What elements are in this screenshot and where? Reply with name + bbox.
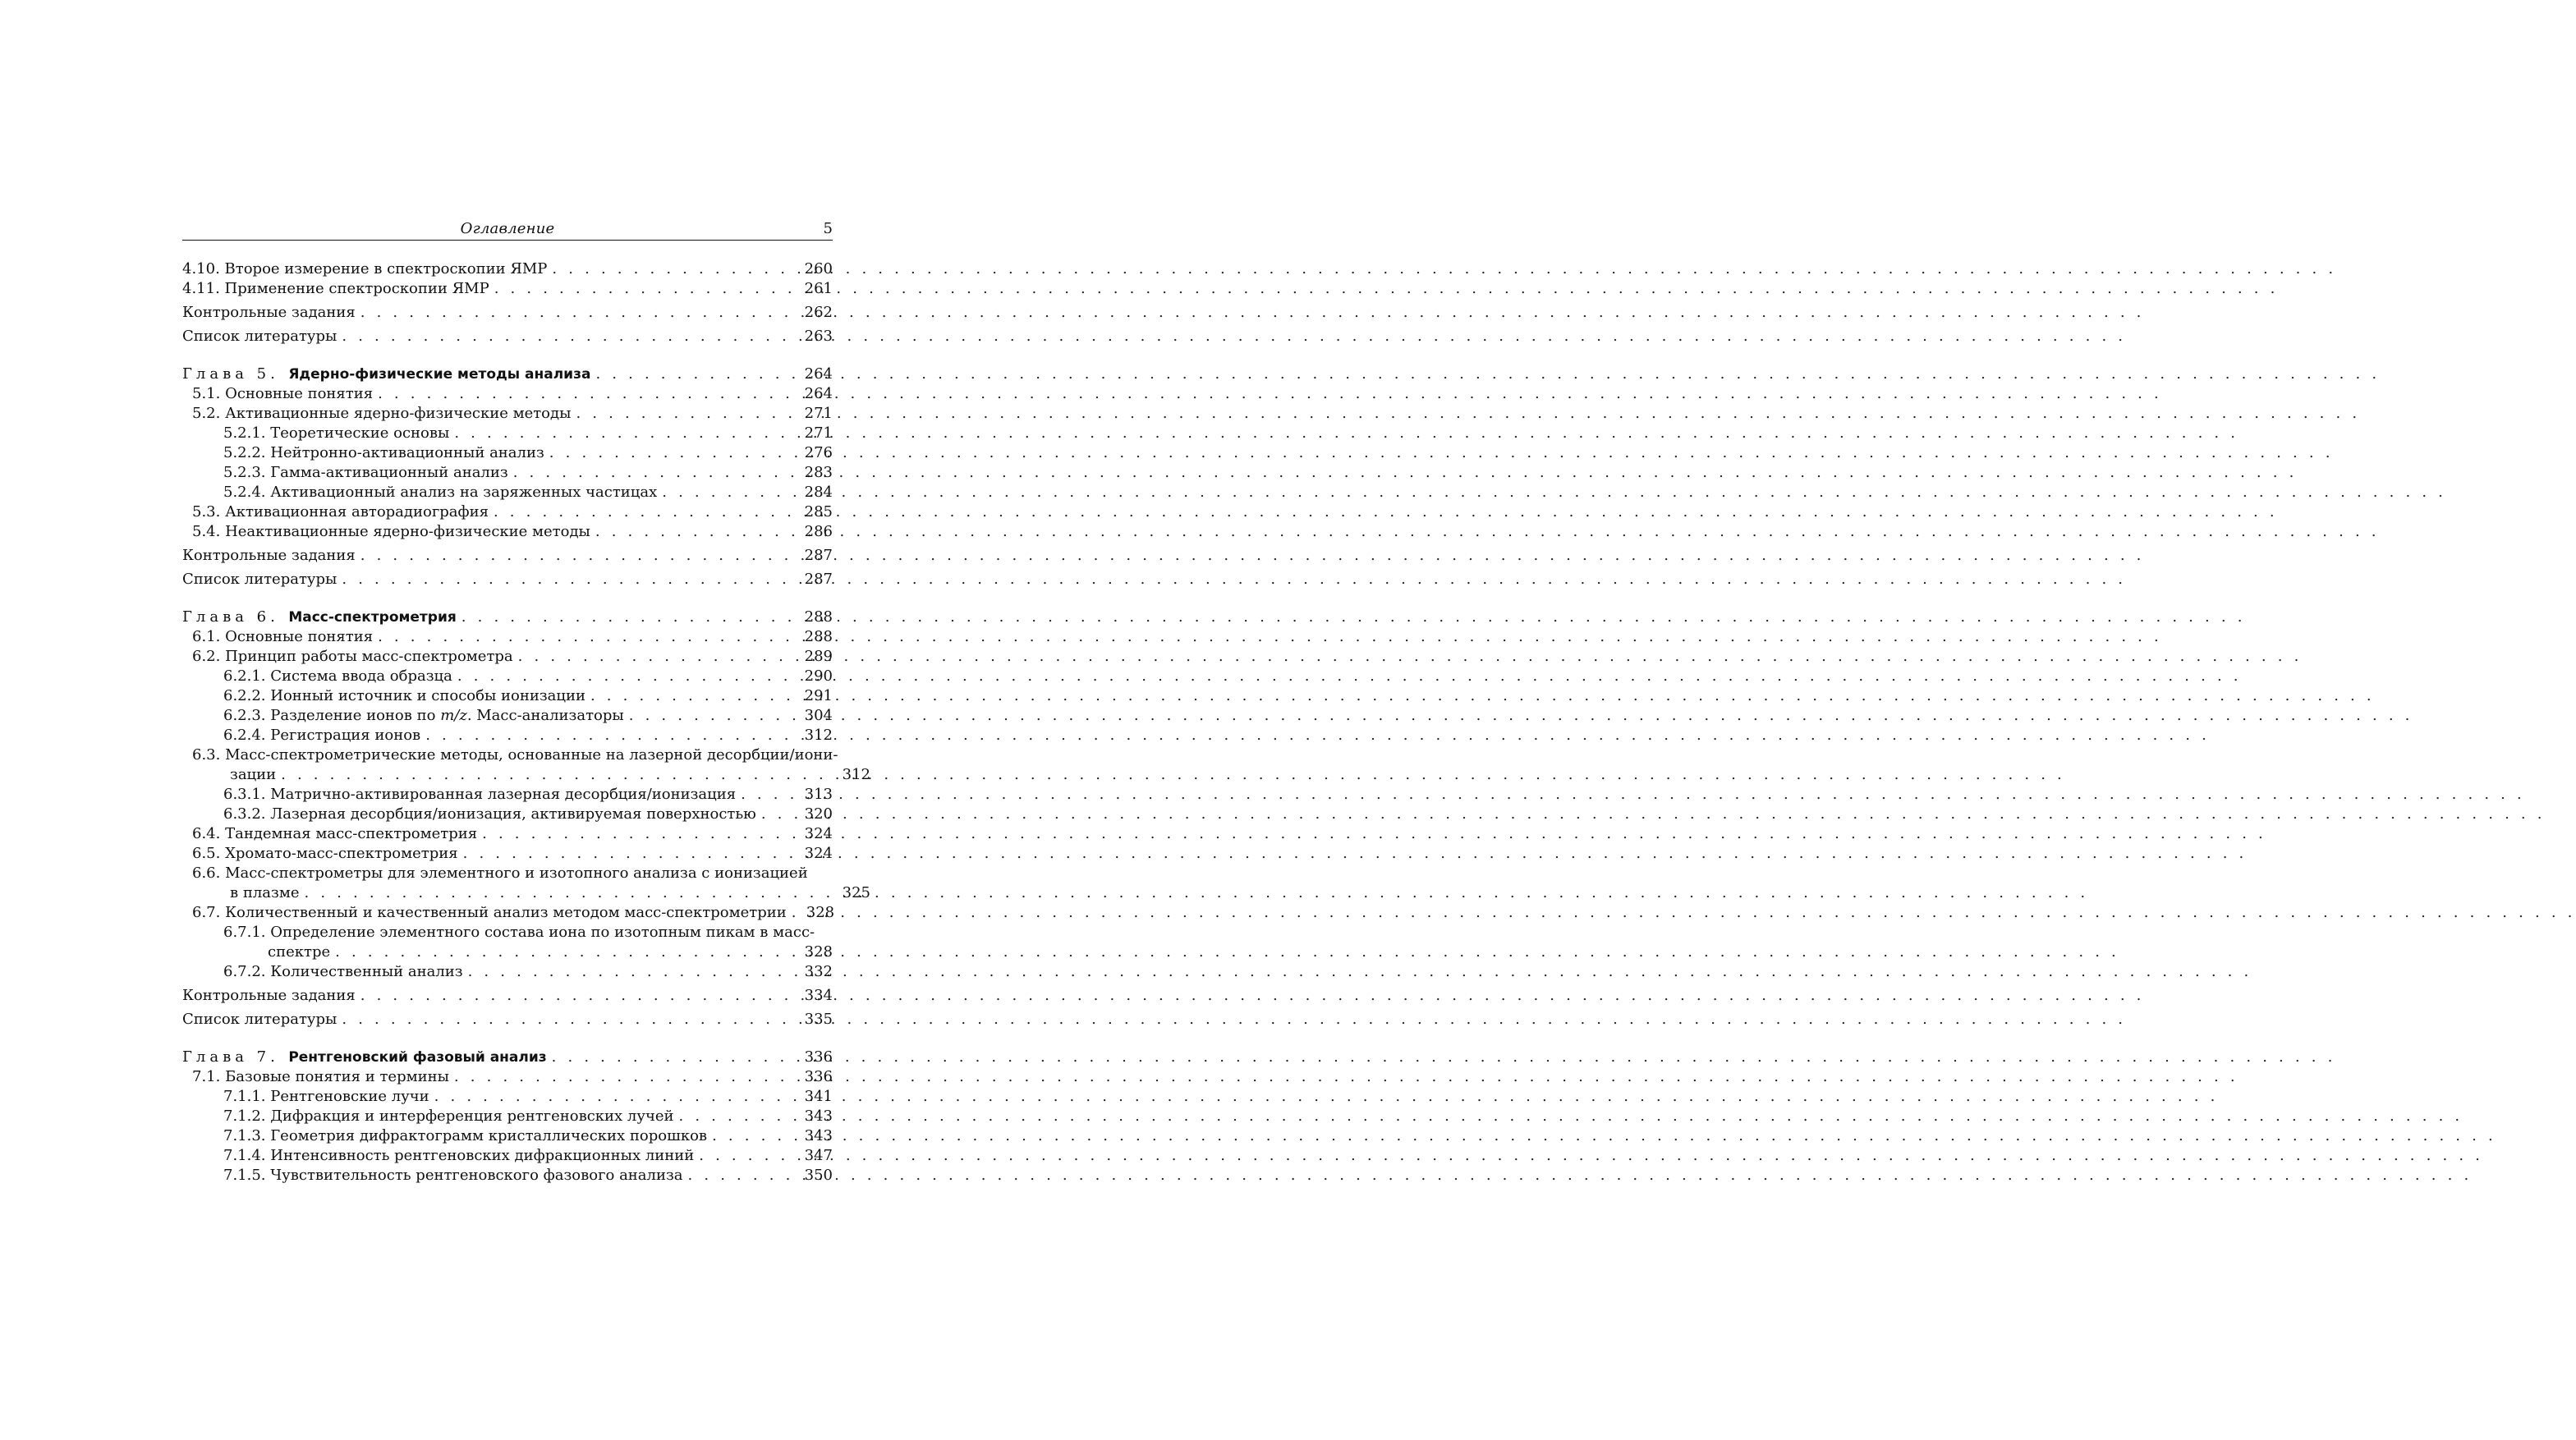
entry-page: 276 <box>804 444 833 461</box>
entry-number: 5.2.2. <box>223 444 271 461</box>
entry-page: 304 <box>804 707 833 724</box>
entry-page: 271 <box>804 405 833 422</box>
entry-page: 312 <box>842 766 870 783</box>
mz-symbol: m/z <box>440 707 467 724</box>
toc-entry-refs-ch6[interactable] <box>182 1010 833 1030</box>
chapter-page: 336 <box>804 1048 833 1066</box>
toc-entry-refs-ch4[interactable] <box>182 327 833 346</box>
chapter-title: Масс-спектрометрия <box>288 609 457 626</box>
leader-dots <box>342 327 799 346</box>
entry-title: Список литературы <box>182 328 337 345</box>
entry-title: Ионный источник и способы ионизации <box>270 687 585 704</box>
entry-page: 261 <box>804 280 833 297</box>
toc-entry-6-2-3[interactable] <box>182 706 833 726</box>
toc-entry-6-5[interactable] <box>182 844 833 864</box>
leader-dots <box>494 279 800 299</box>
entry-page: 347 <box>804 1147 833 1164</box>
leader-dots <box>576 404 799 424</box>
chapter-title: Ядерно-физические методы анализа <box>288 366 591 383</box>
entry-number: 7.1.5. <box>223 1167 271 1184</box>
leader-dots <box>494 502 800 522</box>
entry-title-line1: Масс-спектрометрические методы, основанные на лазерной десорбции/иони- <box>225 746 838 764</box>
leader-dots <box>342 570 799 589</box>
entry-number: 6.7.2. <box>223 963 271 980</box>
entry-title: Базовые понятия и термины <box>225 1068 449 1085</box>
leader-dots <box>342 1010 799 1030</box>
toc-entry-6-2-2[interactable] <box>182 686 833 706</box>
entry-number: 6.3.1. <box>223 786 271 803</box>
entry-page: 262 <box>804 304 833 321</box>
toc-entry-6-3-2[interactable] <box>182 805 833 824</box>
entry-number: 7.1.3. <box>223 1127 271 1144</box>
entry-number: 7.1. <box>192 1068 226 1085</box>
entry-number: 6.1. <box>192 628 226 645</box>
toc-entry-5-2-3[interactable] <box>182 463 833 483</box>
leader-dots <box>699 1146 799 1166</box>
entry-title: Матрично-активированная лазерная десорбция/ионизация <box>270 786 737 803</box>
entry-title: Регистрация ионов <box>270 727 421 744</box>
entry-number: 6.3. <box>192 746 226 764</box>
entry-page: 286 <box>804 523 833 540</box>
entry-page: 263 <box>804 328 833 345</box>
entry-page: 332 <box>804 963 833 980</box>
entry-page: 343 <box>804 1127 833 1144</box>
toc-entry-6-7-1[interactable] <box>182 923 833 962</box>
entry-title: Основные понятия <box>225 628 374 645</box>
toc-entry-5-1[interactable] <box>182 384 833 404</box>
toc-entry-7-1-3[interactable] <box>182 1126 833 1146</box>
leader-dots <box>434 1087 800 1107</box>
leader-dots <box>552 259 799 279</box>
entry-number: 5.4. <box>192 523 226 540</box>
entry-number: 6.5. <box>192 845 226 862</box>
toc-entry-7-1-1[interactable] <box>182 1087 833 1107</box>
entry-title: Принцип работы масс-спектрометра <box>225 648 513 665</box>
entry-page: 283 <box>804 464 833 481</box>
leader-dots <box>518 647 800 667</box>
entry-title: Количественный анализ <box>270 963 463 980</box>
entry-title: Чувствительность рентгеновского фазового анализа <box>270 1167 683 1184</box>
toc-entry-5-3[interactable] <box>182 502 833 522</box>
toc-entry-6-6[interactable] <box>182 864 870 903</box>
toc-chapter-5[interactable] <box>182 365 833 384</box>
entry-title: Активационный анализ на заряженных частицах <box>270 484 658 501</box>
entry-title: Активационная авторадиография <box>225 503 489 521</box>
entry-page: 341 <box>804 1088 833 1105</box>
header-title: Оглавление <box>460 220 555 237</box>
leader-dots <box>454 424 799 443</box>
entry-page: 343 <box>804 1108 833 1125</box>
toc-entry-control-ch6[interactable] <box>182 986 833 1006</box>
entry-title: Количественный и качественный анализ методом масс-спектрометрии <box>225 904 787 921</box>
toc-entry-7-1-4[interactable] <box>182 1146 833 1166</box>
entry-number: 6.2. <box>192 648 226 665</box>
leader-dots <box>792 903 801 923</box>
entry-number: 6.7.1. <box>223 924 271 941</box>
leader-dots <box>425 726 799 745</box>
entry-page: 312 <box>804 727 833 744</box>
entry-title-line1: Определение элементного состава иона по изотопным пикам в масс- <box>270 924 815 941</box>
entry-number: 7.1.2. <box>223 1108 271 1125</box>
toc-entry-5-4[interactable] <box>182 522 833 542</box>
leader-dots <box>482 824 800 844</box>
leader-dots <box>662 483 799 502</box>
leader-dots <box>590 686 800 706</box>
table-of-contents <box>182 259 870 1185</box>
toc-entry-6-4[interactable] <box>182 824 833 844</box>
entry-title: Рентгеновские лучи <box>270 1088 429 1105</box>
entry-page: 328 <box>804 943 833 961</box>
entry-page: 335 <box>804 1011 833 1028</box>
entry-page: 324 <box>804 845 833 862</box>
entry-title: Хромато-масс-спектрометрия <box>225 845 458 862</box>
entry-title: Лазерная десорбция/ионизация, активируемая поверхностью <box>270 805 756 823</box>
leader-dots <box>679 1107 800 1126</box>
entry-page: 288 <box>804 628 833 645</box>
entry-page: 287 <box>804 571 833 588</box>
entry-page: 320 <box>804 805 833 823</box>
toc-entry-4-10[interactable] <box>182 259 833 279</box>
entry-page: 328 <box>806 904 835 921</box>
entry-number: 6.2.3. <box>223 707 271 724</box>
entry-page: 260 <box>804 260 833 277</box>
toc-entry-7-1[interactable] <box>182 1067 833 1087</box>
toc-entry-6-2-4[interactable] <box>182 726 833 745</box>
entry-number: 6.3.2. <box>223 805 271 823</box>
entry-page: 271 <box>804 424 833 442</box>
leader-dots <box>513 463 800 483</box>
toc-entry-5-2[interactable] <box>182 404 833 424</box>
entry-page: 325 <box>842 884 870 901</box>
entry-title: Дифракция и интерференция рентгеновских лучей <box>270 1108 674 1125</box>
entry-number: 4.10. <box>182 260 225 277</box>
toc-entry-6-2[interactable] <box>182 647 833 667</box>
entry-title: Контрольные задания <box>182 987 356 1004</box>
entry-number: 5.1. <box>192 385 226 402</box>
entry-title: Тандемная масс-спектрометрия <box>225 825 478 842</box>
entry-page: 313 <box>804 786 833 803</box>
entry-number: 6.2.4. <box>223 727 271 744</box>
entry-title: Список литературы <box>182 571 337 588</box>
leader-dots <box>305 883 838 903</box>
entry-title: Нейтронно-активационный анализ <box>270 444 544 461</box>
entry-title: Геометрия дифрактограмм кристаллических порошков <box>270 1127 708 1144</box>
entry-title: Гамма-активационный анализ <box>270 464 508 481</box>
entry-number: 6.4. <box>192 825 226 842</box>
toc-entry-5-2-4[interactable] <box>182 483 833 502</box>
entry-number: 7.1.4. <box>223 1147 271 1164</box>
entry-title: Применение спектроскопии ЯМР <box>224 280 489 297</box>
leader-dots <box>378 627 800 647</box>
toc-entry-6-2-1[interactable] <box>182 667 833 686</box>
entry-number: 6.6. <box>192 864 226 882</box>
entry-title-line2: в плазме <box>230 884 300 901</box>
leader-dots <box>688 1166 800 1185</box>
leader-dots <box>712 1126 800 1146</box>
entry-number: 6.2.1. <box>223 667 271 685</box>
toc-entry-7-1-5[interactable] <box>182 1166 833 1185</box>
entry-title <box>270 706 624 726</box>
toc-entry-refs-ch5[interactable] <box>182 570 833 589</box>
chapter-label: Глава 7. <box>182 1048 279 1066</box>
entry-number: 5.3. <box>192 503 226 521</box>
entry-number: 5.2.4. <box>223 484 271 501</box>
toc-entry-6-7[interactable] <box>182 903 833 923</box>
entry-title: Интенсивность рентгеновских дифракционных линий <box>270 1147 695 1164</box>
entry-page: 285 <box>804 503 833 521</box>
entry-number: 6.2.2. <box>223 687 271 704</box>
toc-entry-control-ch4[interactable] <box>182 303 833 323</box>
toc-entry-6-7-2[interactable] <box>182 962 833 982</box>
entry-page: 334 <box>804 987 833 1004</box>
entry-title-part: Разделение ионов по <box>270 707 441 724</box>
leader-dots <box>595 365 799 384</box>
entry-title: Контрольные задания <box>182 304 356 321</box>
entry-page: 291 <box>804 687 833 704</box>
entry-page: 336 <box>804 1068 833 1085</box>
entry-page: 290 <box>804 667 833 685</box>
chapter-page: 288 <box>804 608 833 626</box>
leader-dots <box>360 546 800 566</box>
entry-page: 350 <box>804 1167 833 1184</box>
toc-entry-7-1-2[interactable] <box>182 1107 833 1126</box>
leader-dots <box>549 443 800 463</box>
entry-title: Система ввода образца <box>270 667 452 685</box>
leader-dots <box>335 942 800 962</box>
entry-number: 5.2.3. <box>223 464 271 481</box>
toc-entry-6-3-1[interactable] <box>182 785 833 805</box>
running-header <box>182 217 833 241</box>
leader-dots <box>360 986 800 1006</box>
leader-dots <box>360 303 800 323</box>
header-page-number: 5 <box>823 220 833 237</box>
leader-dots <box>378 384 800 404</box>
chapter-label: Глава 5. <box>182 365 279 383</box>
toc-entry-4-11[interactable] <box>182 279 833 299</box>
toc-entry-6-1[interactable] <box>182 627 833 647</box>
entry-page: 287 <box>804 547 833 564</box>
chapter-title: Рентгеновский фазовый анализ <box>288 1049 547 1066</box>
leader-dots <box>552 1048 800 1067</box>
entry-title: Теоретические основы <box>270 424 450 442</box>
leader-dots <box>629 706 800 726</box>
entry-title: Контрольные задания <box>182 547 356 564</box>
entry-title: Неактивационные ядерно-физические методы <box>225 523 590 540</box>
entry-number: 7.1.1. <box>223 1088 271 1105</box>
entry-title: Основные понятия <box>225 385 374 402</box>
leader-dots <box>468 962 800 982</box>
leader-dots <box>741 785 800 805</box>
entry-title-line2: зации <box>230 766 277 783</box>
toc-chapter-6[interactable] <box>182 608 833 627</box>
entry-page: 284 <box>804 484 833 501</box>
entry-title: Список литературы <box>182 1011 337 1028</box>
leader-dots <box>457 667 800 686</box>
entry-title: Активационные ядерно-физические методы <box>225 405 572 422</box>
toc-entry-control-ch5[interactable] <box>182 546 833 566</box>
leader-dots <box>461 608 800 627</box>
entry-title: Второе измерение в спектроскопии ЯМР <box>224 260 548 277</box>
entry-title-line2: спектре <box>268 943 331 961</box>
entry-title-part: . Масс-анализаторы <box>466 707 624 724</box>
leader-dots <box>463 844 800 864</box>
leader-dots <box>454 1067 800 1087</box>
chapter-page: 264 <box>804 365 833 383</box>
leader-dots <box>281 765 838 785</box>
toc-chapter-7[interactable] <box>182 1048 833 1067</box>
chapter-label: Глава 6. <box>182 608 279 626</box>
entry-page: 289 <box>804 648 833 665</box>
leader-dots <box>761 805 800 824</box>
leader-dots <box>595 522 800 542</box>
toc-entry-5-2-2[interactable] <box>182 443 833 463</box>
entry-number: 4.11. <box>182 280 225 297</box>
entry-title-line1: Масс-спектрометры для элементного и изотопного анализа с ионизацией <box>225 864 808 882</box>
toc-entry-6-3[interactable] <box>182 745 870 785</box>
entry-number: 6.7. <box>192 904 226 921</box>
entry-page: 324 <box>804 825 833 842</box>
entry-number: 5.2. <box>192 405 226 422</box>
entry-number: 5.2.1. <box>223 424 271 442</box>
toc-entry-5-2-1[interactable] <box>182 424 833 443</box>
entry-page: 264 <box>804 385 833 402</box>
